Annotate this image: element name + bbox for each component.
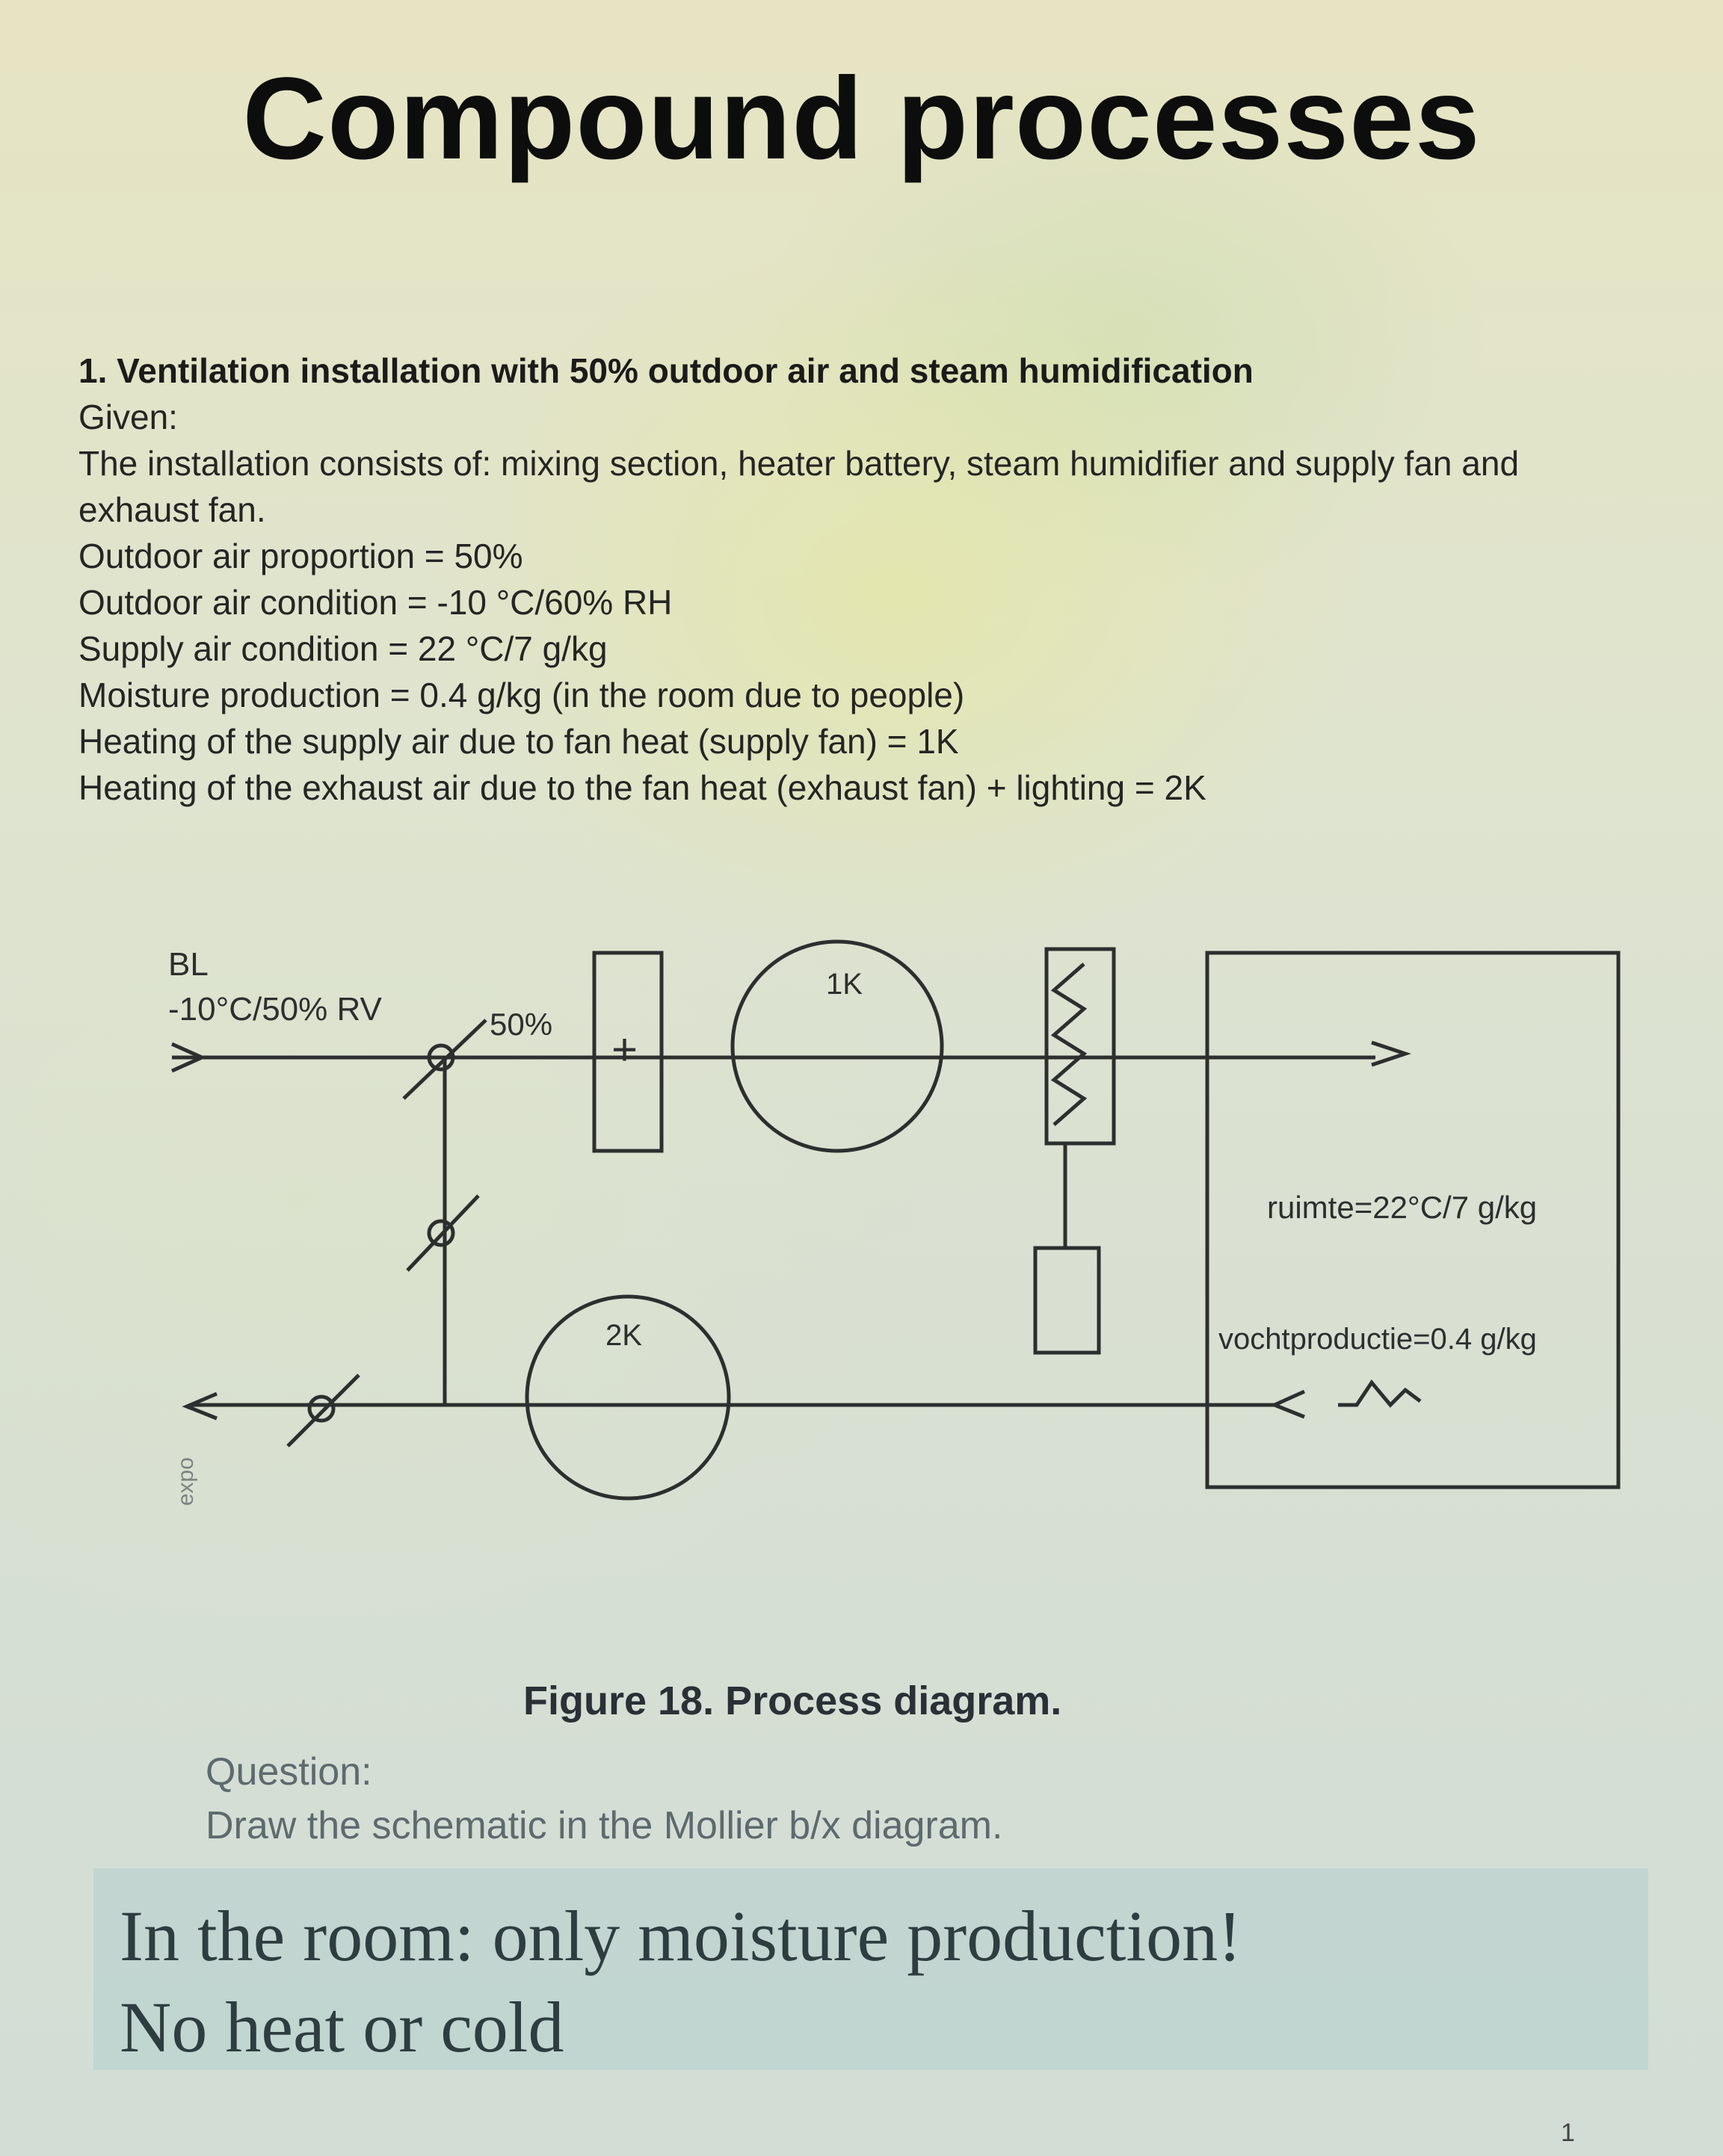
page-number: 1 (1561, 2119, 1575, 2147)
note-line: In the room: only moisture production! (120, 1896, 1242, 1976)
question-label: Question: (206, 1750, 372, 1794)
outdoor-label: BL (168, 946, 209, 983)
steam-humidifier (1047, 949, 1114, 1143)
heater-symbol: + (611, 1025, 638, 1075)
given-line: Heating of the supply air due to fan heat (supply fan) = 1K (78, 722, 959, 761)
supply-arrow (1372, 1043, 1405, 1065)
given-line: The installation consists of: mixing section, heater battery, steam humidifier and supply fan and (78, 444, 1520, 483)
outdoor-condition: -10°C/50% RV (168, 991, 382, 1028)
exhaust-label: expo (173, 1457, 198, 1506)
given-line: Moisture production = 0.4 g/kg (in the room due to people) (78, 676, 965, 714)
given-label: Given: (78, 398, 178, 436)
humidifier-nozzles (1054, 964, 1084, 1125)
exhaust-damper (288, 1375, 359, 1446)
given-line: Outdoor air condition = -10 °C/60% RH (78, 583, 673, 622)
question-block (206, 1745, 1002, 1853)
given-line: Heating of the exhaust air due to the fan heat (exhaust fan) + lighting = 2K (78, 768, 1206, 807)
steam-generator (1035, 1248, 1099, 1353)
section-heading: 1. Ventilation installation with 50% outdoor air and steam humidification (78, 351, 1254, 390)
given-line: Outdoor air proportion = 50% (78, 537, 523, 575)
room-moisture: vochtproductie=0.4 g/kg (1218, 1323, 1537, 1356)
room-condition: ruimte=22°C/7 g/kg (1267, 1190, 1538, 1225)
note-line: No heat or cold (120, 1987, 564, 2067)
page-title: Compound processes (242, 54, 1481, 184)
given-line: exhaust fan. (78, 490, 266, 529)
mix-label: 50% (490, 1007, 553, 1042)
note-text (120, 1891, 1242, 2073)
given-line: Supply air condition = 22 °C/7 g/kg (78, 629, 608, 668)
moisture-source-icon (1338, 1383, 1420, 1405)
exhaust-fan-label: 2K (605, 1319, 642, 1352)
room-return-arrow (1274, 1391, 1304, 1417)
supply-fan-label: 1K (826, 968, 863, 1001)
question-text: Draw the schematic in the Mollier b/x diagram. (206, 1804, 1003, 1847)
figure-caption: Figure 18. Process diagram. (523, 1678, 1062, 1723)
